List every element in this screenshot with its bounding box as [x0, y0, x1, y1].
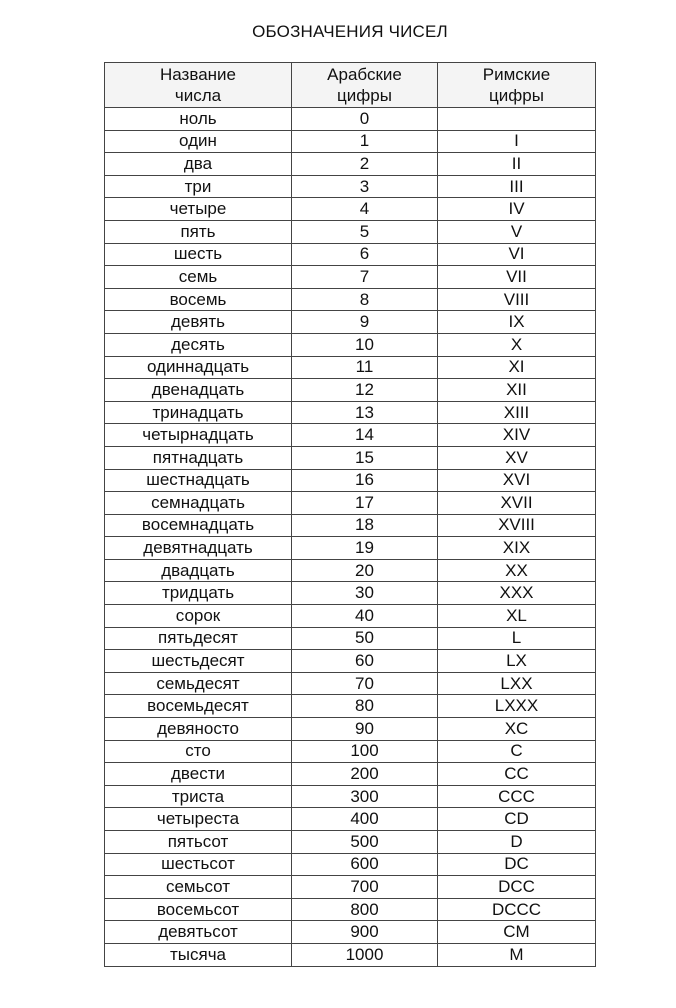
- arabic-numeral-cell: 5: [292, 220, 438, 243]
- arabic-numeral-cell: 700: [292, 876, 438, 899]
- roman-numeral-cell: XI: [438, 356, 596, 379]
- page-title: ОБОЗНАЧЕНИЯ ЧИСЕЛ: [252, 22, 448, 41]
- number-name-cell: двадцать: [105, 559, 292, 582]
- number-name-cell: шестьсот: [105, 853, 292, 876]
- roman-numeral-cell: LXX: [438, 672, 596, 695]
- number-name-cell: триста: [105, 785, 292, 808]
- roman-numeral-cell: IV: [438, 198, 596, 221]
- roman-numeral-cell: XV: [438, 446, 596, 469]
- table-row: [105, 153, 596, 176]
- arabic-numeral-cell: 12: [292, 379, 438, 402]
- roman-numeral-cell: IX: [438, 311, 596, 334]
- arabic-numeral-cell: 300: [292, 785, 438, 808]
- arabic-numeral-cell: 200: [292, 763, 438, 786]
- roman-numeral-cell: CM: [438, 921, 596, 944]
- number-name-cell: пятьдесят: [105, 627, 292, 650]
- number-names-table: [104, 62, 596, 967]
- header-roman-digits: [438, 63, 596, 108]
- arabic-numeral-cell: 8: [292, 288, 438, 311]
- number-name-cell: восемнадцать: [105, 514, 292, 537]
- table-row: [105, 220, 596, 243]
- table-row: [105, 853, 596, 876]
- number-name-cell: десять: [105, 333, 292, 356]
- roman-numeral-cell: V: [438, 220, 596, 243]
- arabic-numeral-cell: 20: [292, 559, 438, 582]
- roman-numeral-cell: XVIII: [438, 514, 596, 537]
- roman-numeral-cell: VI: [438, 243, 596, 266]
- header-line: Римские: [482, 65, 551, 84]
- arabic-numeral-cell: 14: [292, 424, 438, 447]
- arabic-numeral-cell: 100: [292, 740, 438, 763]
- table-row: [105, 379, 596, 402]
- arabic-numeral-cell: 30: [292, 582, 438, 605]
- arabic-numeral-cell: 500: [292, 831, 438, 854]
- arabic-numeral-cell: 11: [292, 356, 438, 379]
- table-row: [105, 424, 596, 447]
- arabic-numeral-cell: 90: [292, 718, 438, 741]
- roman-numeral-cell: CC: [438, 763, 596, 786]
- number-name-cell: четыре: [105, 198, 292, 221]
- arabic-numeral-cell: 19: [292, 537, 438, 560]
- number-name-cell: тринадцать: [105, 401, 292, 424]
- number-name-cell: два: [105, 153, 292, 176]
- table-row: [105, 605, 596, 628]
- roman-numeral-cell: CCC: [438, 785, 596, 808]
- table-row: [105, 492, 596, 515]
- number-name-cell: семнадцать: [105, 492, 292, 515]
- roman-numeral-cell: VII: [438, 266, 596, 289]
- table-row: [105, 333, 596, 356]
- arabic-numeral-cell: 80: [292, 695, 438, 718]
- number-name-cell: ноль: [105, 108, 292, 131]
- arabic-numeral-cell: 16: [292, 469, 438, 492]
- number-name-cell: девяносто: [105, 718, 292, 741]
- number-name-cell: сорок: [105, 605, 292, 628]
- arabic-numeral-cell: 18: [292, 514, 438, 537]
- arabic-numeral-cell: 400: [292, 808, 438, 831]
- number-name-cell: двенадцать: [105, 379, 292, 402]
- number-name-cell: один: [105, 130, 292, 153]
- arabic-numeral-cell: 70: [292, 672, 438, 695]
- table-row: [105, 695, 596, 718]
- roman-numeral-cell: XIV: [438, 424, 596, 447]
- arabic-numeral-cell: 6: [292, 243, 438, 266]
- roman-numeral-cell: XVII: [438, 492, 596, 515]
- table-row: [105, 446, 596, 469]
- roman-numeral-cell: [438, 108, 596, 131]
- arabic-numeral-cell: 1000: [292, 943, 438, 966]
- table-row: [105, 108, 596, 131]
- roman-numeral-cell: LX: [438, 650, 596, 673]
- roman-numeral-cell: I: [438, 130, 596, 153]
- header-line: числа: [174, 86, 222, 105]
- roman-numeral-cell: VIII: [438, 288, 596, 311]
- table-row: [105, 356, 596, 379]
- table-row: [105, 582, 596, 605]
- table-row: [105, 537, 596, 560]
- arabic-numeral-cell: 40: [292, 605, 438, 628]
- number-name-cell: двести: [105, 763, 292, 786]
- roman-numeral-cell: LXXX: [438, 695, 596, 718]
- number-name-cell: пятнадцать: [105, 446, 292, 469]
- header-line: цифры: [337, 86, 392, 105]
- table-row: [105, 898, 596, 921]
- roman-numeral-cell: L: [438, 627, 596, 650]
- arabic-numeral-cell: 50: [292, 627, 438, 650]
- table-row: [105, 288, 596, 311]
- number-name-cell: шестьдесят: [105, 650, 292, 673]
- number-name-cell: пятьсот: [105, 831, 292, 854]
- roman-numeral-cell: XC: [438, 718, 596, 741]
- header-line: Арабские: [327, 65, 402, 84]
- number-name-cell: шестнадцать: [105, 469, 292, 492]
- arabic-numeral-cell: 1: [292, 130, 438, 153]
- roman-numeral-cell: XL: [438, 605, 596, 628]
- number-name-cell: семьдесят: [105, 672, 292, 695]
- number-name-cell: восемь: [105, 288, 292, 311]
- header-line: цифры: [489, 86, 544, 105]
- roman-numeral-cell: DCC: [438, 876, 596, 899]
- roman-numeral-cell: XXX: [438, 582, 596, 605]
- table-row: [105, 266, 596, 289]
- table-header: [105, 63, 596, 108]
- arabic-numeral-cell: 7: [292, 266, 438, 289]
- table-row: [105, 672, 596, 695]
- header-arabic-digits: [292, 63, 438, 108]
- arabic-numeral-cell: 0: [292, 108, 438, 131]
- table-row: [105, 943, 596, 966]
- arabic-numeral-cell: 60: [292, 650, 438, 673]
- number-name-cell: девятьсот: [105, 921, 292, 944]
- roman-numeral-cell: III: [438, 175, 596, 198]
- number-name-cell: семьсот: [105, 876, 292, 899]
- number-name-cell: тридцать: [105, 582, 292, 605]
- arabic-numeral-cell: 800: [292, 898, 438, 921]
- roman-numeral-cell: D: [438, 831, 596, 854]
- table-row: [105, 718, 596, 741]
- table-row: [105, 650, 596, 673]
- arabic-numeral-cell: 4: [292, 198, 438, 221]
- arabic-numeral-cell: 3: [292, 175, 438, 198]
- arabic-numeral-cell: 17: [292, 492, 438, 515]
- table-row: [105, 559, 596, 582]
- number-name-cell: пять: [105, 220, 292, 243]
- table-row: [105, 627, 596, 650]
- roman-numeral-cell: C: [438, 740, 596, 763]
- roman-numeral-cell: DC: [438, 853, 596, 876]
- roman-numeral-cell: X: [438, 333, 596, 356]
- roman-numeral-cell: II: [438, 153, 596, 176]
- arabic-numeral-cell: 2: [292, 153, 438, 176]
- table-row: [105, 243, 596, 266]
- table-body: [105, 108, 596, 967]
- arabic-numeral-cell: 10: [292, 333, 438, 356]
- number-name-cell: восемьдесят: [105, 695, 292, 718]
- number-name-cell: четыреста: [105, 808, 292, 831]
- header-name-of-number: [105, 63, 292, 108]
- roman-numeral-cell: DCCC: [438, 898, 596, 921]
- arabic-numeral-cell: 15: [292, 446, 438, 469]
- roman-numeral-cell: XX: [438, 559, 596, 582]
- arabic-numeral-cell: 900: [292, 921, 438, 944]
- number-name-cell: четырнадцать: [105, 424, 292, 447]
- table-row: [105, 831, 596, 854]
- header-row: [105, 63, 596, 108]
- number-name-cell: семь: [105, 266, 292, 289]
- number-name-cell: три: [105, 175, 292, 198]
- table-row: [105, 130, 596, 153]
- number-name-cell: сто: [105, 740, 292, 763]
- number-name-cell: восемьсот: [105, 898, 292, 921]
- number-name-cell: одиннадцать: [105, 356, 292, 379]
- table-row: [105, 876, 596, 899]
- roman-numeral-cell: XIII: [438, 401, 596, 424]
- number-name-cell: девятнадцать: [105, 537, 292, 560]
- table-row: [105, 514, 596, 537]
- table-row: [105, 175, 596, 198]
- table-row: [105, 763, 596, 786]
- number-name-cell: девять: [105, 311, 292, 334]
- number-name-cell: шесть: [105, 243, 292, 266]
- roman-numeral-cell: M: [438, 943, 596, 966]
- arabic-numeral-cell: 9: [292, 311, 438, 334]
- header-line: Название: [160, 65, 236, 84]
- table-row: [105, 311, 596, 334]
- table-row: [105, 808, 596, 831]
- table-row: [105, 469, 596, 492]
- roman-numeral-cell: XIX: [438, 537, 596, 560]
- arabic-numeral-cell: 13: [292, 401, 438, 424]
- roman-numeral-cell: XVI: [438, 469, 596, 492]
- roman-numeral-cell: XII: [438, 379, 596, 402]
- table-row: [105, 198, 596, 221]
- roman-numeral-cell: CD: [438, 808, 596, 831]
- table-row: [105, 401, 596, 424]
- arabic-numeral-cell: 600: [292, 853, 438, 876]
- table-row: [105, 921, 596, 944]
- table-row: [105, 785, 596, 808]
- number-name-cell: тысяча: [105, 943, 292, 966]
- table-row: [105, 740, 596, 763]
